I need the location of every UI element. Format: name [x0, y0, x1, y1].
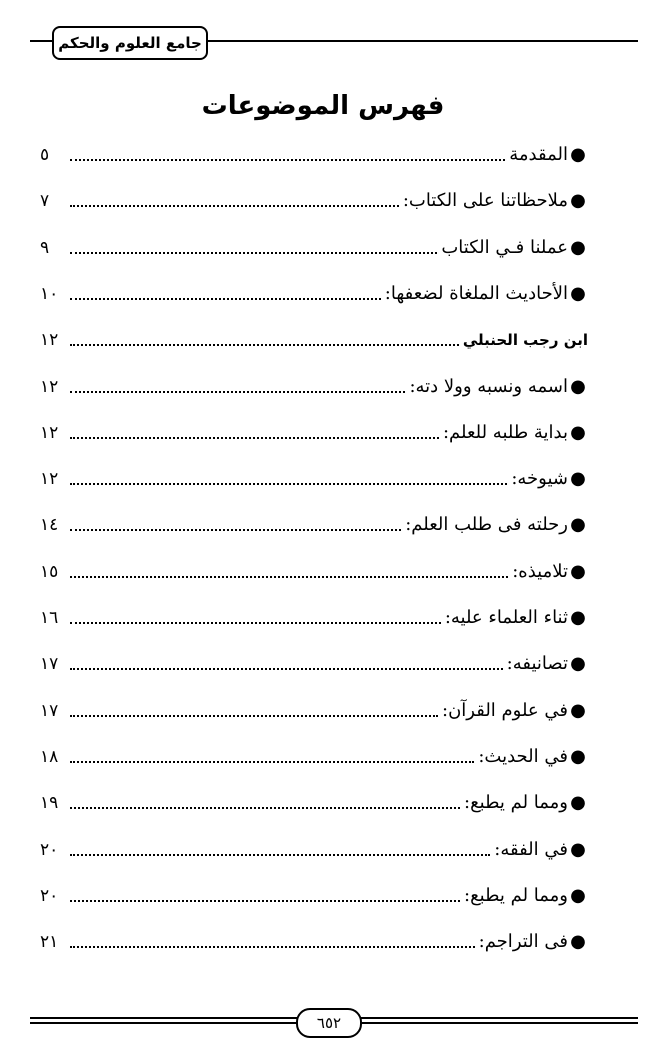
bullet-icon: ●: [570, 422, 586, 443]
dot-leader: [70, 529, 401, 531]
bullet-icon: ●: [570, 283, 586, 304]
toc-entry-label: فى التراجم:: [478, 931, 568, 952]
toc-entry-page: ١٥: [40, 562, 59, 582]
toc-entry-label: تصانيفه:: [506, 653, 568, 674]
bullet-icon: ●: [570, 700, 586, 721]
dot-leader: [70, 668, 503, 670]
bullet-icon: ●: [570, 514, 586, 535]
toc-row: [40, 835, 588, 865]
footer-rule-left-top: [30, 1017, 298, 1019]
toc-entry-page: ٢١: [40, 932, 59, 952]
toc-row: [40, 186, 588, 216]
toc-entry-label: ومما لم يطبع:: [464, 885, 568, 906]
bullet-icon: ●: [570, 746, 586, 767]
toc-entry-page: ١٧: [40, 701, 59, 721]
toc-entry-label: تلاميذه:: [512, 561, 568, 582]
footer-rule-right-top: [356, 1017, 638, 1019]
bullet-icon: ●: [570, 376, 586, 397]
footer-rule-left-bottom: [30, 1022, 298, 1024]
toc-entry-page: ٢٠: [40, 886, 59, 906]
dot-leader: [70, 715, 438, 717]
page-title: فهرس الموضوعات: [201, 91, 445, 121]
toc-row: [40, 649, 588, 679]
toc-row: [40, 927, 588, 957]
toc-row: [40, 603, 588, 633]
book-title: جامع العلوم والحكم: [58, 34, 202, 52]
toc-entry-label: شيوخه:: [511, 468, 568, 489]
toc-entry-label: في الفقه:: [494, 839, 568, 860]
bullet-icon: ●: [570, 607, 586, 628]
toc-entry-page: ٢٠: [40, 840, 59, 860]
page-number-box: [296, 1008, 362, 1038]
toc-entry-page: ٥: [40, 145, 50, 165]
toc-entry-page: ١٩: [40, 793, 59, 813]
header-rule-right: [206, 40, 638, 42]
toc-entry-label: في الحديث:: [478, 746, 568, 767]
toc-entry-page: ١٢: [40, 469, 59, 489]
toc-entry-label: ابن رجب الحنبلي: [462, 331, 588, 349]
page-header: [0, 0, 646, 80]
toc-entry-label: عملنا فـي الكتاب: [441, 237, 568, 258]
toc-entry-page: ١٠: [40, 284, 59, 304]
toc-row: [40, 742, 588, 772]
dot-leader: [70, 391, 405, 393]
toc-row: [40, 464, 588, 494]
toc-entry-page: ١٨: [40, 747, 59, 767]
toc-entry-label: بداية طلبه للعلم:: [442, 422, 568, 443]
dot-leader: [70, 483, 507, 485]
toc-row: [40, 696, 588, 726]
toc-row: [40, 418, 588, 448]
toc-row: [40, 881, 588, 911]
toc-row: [40, 788, 588, 818]
dot-leader: [70, 576, 508, 578]
bullet-icon: ●: [570, 468, 586, 489]
toc-entry-page: ١٧: [40, 654, 59, 674]
dot-leader: [70, 252, 437, 254]
footer-rule-right-bottom: [356, 1022, 638, 1024]
toc-entry-page: ١٢: [40, 330, 59, 350]
toc-entry-label: المقدمة: [509, 144, 568, 165]
dot-leader: [70, 854, 490, 856]
dot-leader: [70, 946, 475, 948]
page-number: ٦٥٢: [316, 1014, 342, 1032]
bullet-icon: ●: [570, 792, 586, 813]
toc-row: [40, 233, 588, 263]
toc-entry-page: ١٢: [40, 423, 59, 443]
toc-entry-page: ٧: [40, 191, 50, 211]
bullet-icon: ●: [570, 931, 586, 952]
toc-entry-page: ١٤: [40, 515, 59, 535]
dot-leader: [70, 205, 399, 207]
bullet-icon: ●: [570, 653, 586, 674]
toc-row: [40, 557, 588, 587]
dot-leader: [70, 298, 381, 300]
toc-row: [40, 372, 588, 402]
dot-leader: [70, 900, 460, 902]
book-title-box: [52, 26, 208, 60]
bullet-icon: ●: [570, 561, 586, 582]
toc-row: [40, 510, 588, 540]
toc-entry-label: رحلته فى طلب العلم:: [405, 514, 568, 535]
toc-entry-label: ثناء العلماء عليه:: [444, 607, 568, 628]
toc-row: [40, 279, 588, 309]
dot-leader: [70, 761, 474, 763]
toc-entry-label: ومما لم يطبع:: [464, 792, 568, 813]
toc-entry-page: ١٢: [40, 377, 59, 397]
toc-row: [40, 140, 588, 170]
dot-leader: [70, 807, 460, 809]
dot-leader: [70, 344, 459, 346]
bullet-icon: ●: [570, 144, 586, 165]
toc-entry-page: ١٦: [40, 608, 59, 628]
bullet-icon: ●: [570, 885, 586, 906]
dot-leader: [70, 437, 439, 439]
toc-entry-page: ٩: [40, 238, 50, 258]
toc-entry-label: الأحاديث الملغاة لضعفها:: [384, 283, 568, 304]
toc-entry-label: اسمه ونسبه وولا دته:: [409, 376, 568, 397]
bullet-icon: ●: [570, 839, 586, 860]
dot-leader: [70, 159, 505, 161]
toc-row: [40, 325, 588, 355]
bullet-icon: ●: [570, 237, 586, 258]
dot-leader: [70, 622, 441, 624]
toc-entry-label: في علوم القرآن:: [442, 700, 568, 721]
bullet-icon: ●: [570, 190, 586, 211]
toc-entry-label: ملاحظاتنا على الكتاب:: [402, 190, 568, 211]
